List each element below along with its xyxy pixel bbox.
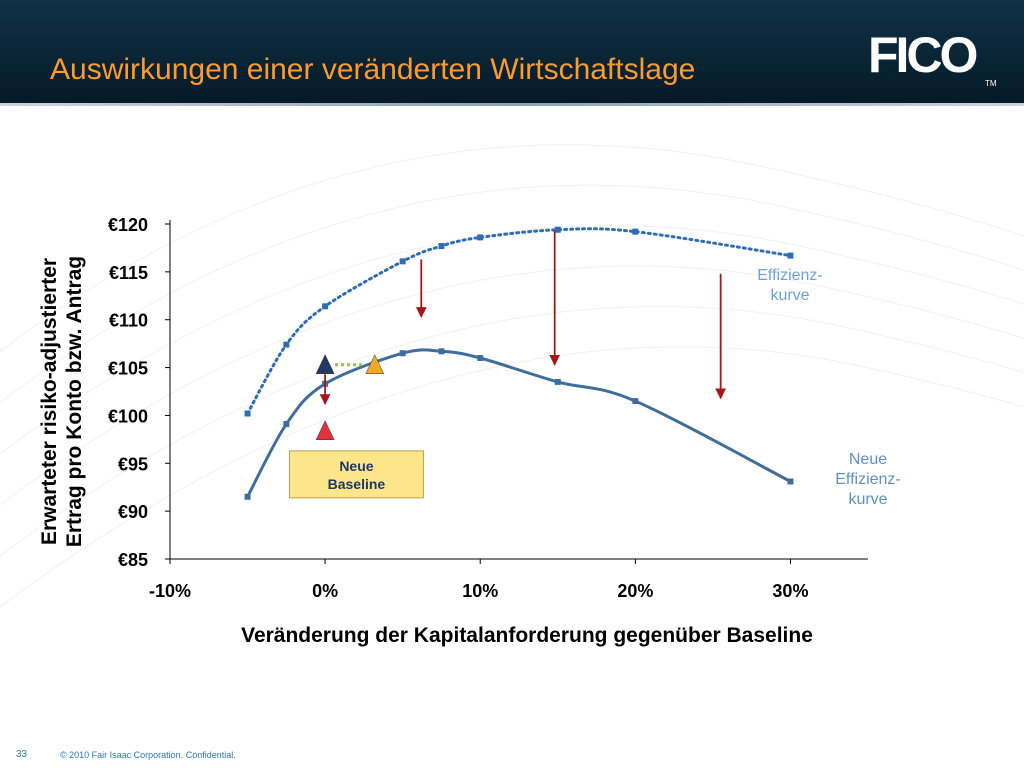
new-efficiency-curve-label-line: Neue — [848, 451, 888, 468]
efficiency-curve-point — [632, 229, 638, 235]
x-tick-label: -10% — [148, 581, 192, 601]
current-position-triangle — [316, 355, 334, 374]
y-tick-label: €95 — [117, 454, 148, 475]
efficiency-curve-point — [438, 243, 444, 249]
new-efficiency-curve-point — [438, 348, 444, 354]
new-efficiency-curve-point — [245, 494, 251, 500]
efficiency-curve-label — [757, 267, 823, 304]
y-tick-label: €85 — [117, 550, 148, 570]
new-efficiency-curve-point — [787, 478, 793, 484]
new-efficiency-curve-point — [283, 421, 289, 427]
new-efficiency-curve-label-line: kurve — [848, 491, 888, 508]
efficiency-curve-point — [245, 411, 251, 417]
new-efficiency-curve-point — [400, 350, 406, 356]
efficiency-curve-point — [787, 253, 793, 259]
copyright-notice: © 2010 Fair Isaac Corporation. Confidential. — [60, 750, 236, 760]
new-efficiency-curve-label-line: Effizienz- — [835, 471, 901, 488]
new-efficiency-curve-point — [477, 355, 483, 361]
y-axis-title — [38, 256, 86, 547]
y-axis-title-line: Erwarteter risiko-adjustierter — [38, 257, 61, 546]
y-axis-title-line: Ertrag pro Konto bzw. Antrag — [63, 255, 86, 548]
efficiency-curve-label-line: kurve — [770, 287, 810, 304]
new-baseline-box-label-line: Baseline — [327, 475, 386, 492]
x-axis-title: Veränderung der Kapitalanforderung gegenüber Baseline — [241, 624, 813, 647]
new-efficiency-curve-label — [835, 451, 901, 508]
x-tick-label: 10% — [462, 581, 499, 601]
y-tick-label: €115 — [108, 262, 148, 283]
efficiency-curve-point — [283, 342, 289, 348]
y-tick-label: €90 — [117, 502, 148, 523]
y-tick-label: €105 — [107, 358, 148, 379]
x-tick-label: 20% — [617, 581, 654, 601]
efficiency-curve-point — [555, 227, 561, 233]
new-efficiency-curve-point — [555, 379, 561, 385]
new-baseline-triangle — [316, 421, 334, 440]
efficiency-curve-line — [248, 229, 791, 414]
y-tick-label: €100 — [107, 406, 148, 427]
new-efficiency-curve-point — [632, 398, 638, 404]
x-tick-label: 30% — [772, 581, 809, 601]
efficiency-curve-point — [400, 258, 406, 264]
efficiency-curve-point — [322, 303, 328, 309]
efficiency-curve-label-line: Effizienz- — [757, 267, 823, 284]
x-tick-label: 0% — [312, 581, 339, 601]
y-tick-label: €120 — [107, 215, 148, 235]
slide-title: Auswirkungen einer veränderten Wirtschaftslage — [50, 53, 696, 86]
logo-trademark: TM — [985, 79, 997, 88]
fico-logo: FICO — [868, 27, 976, 83]
efficiency-curve-point — [477, 234, 483, 240]
y-tick-label: €110 — [108, 310, 148, 331]
page-number: 33 — [16, 749, 28, 760]
new-baseline-box-label-line: Neue — [339, 457, 374, 474]
